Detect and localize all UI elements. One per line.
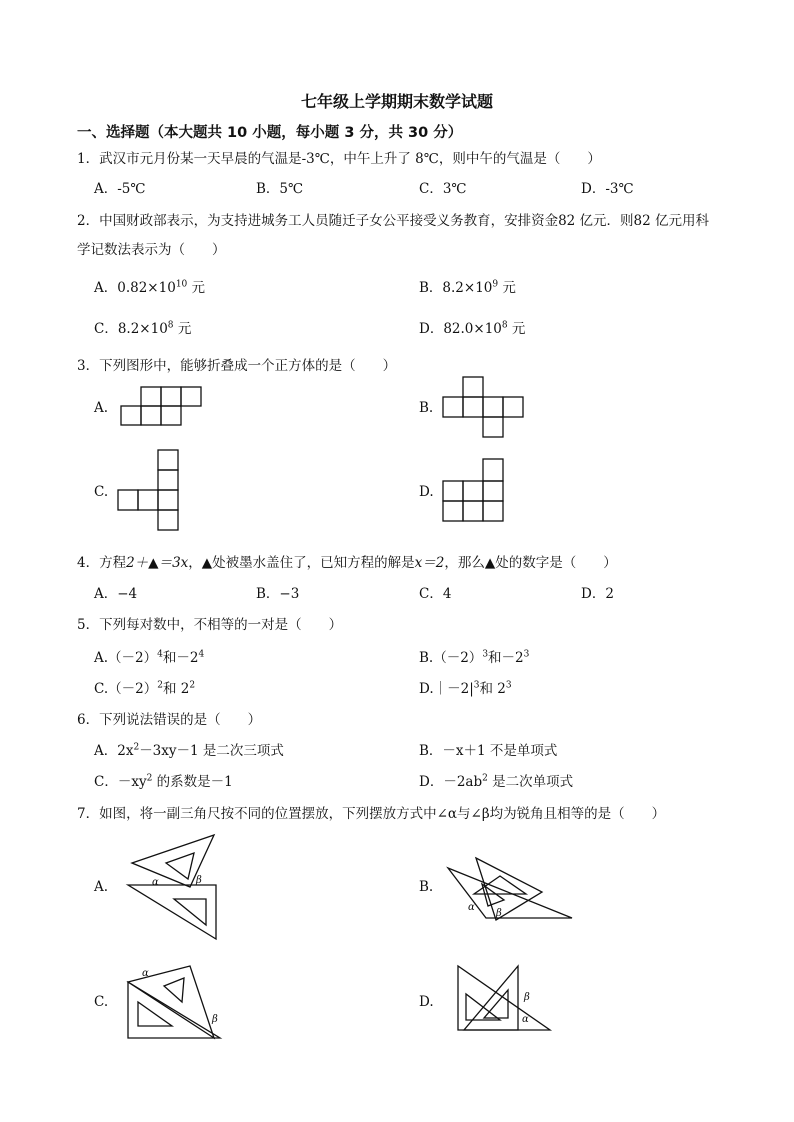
q7c-alpha-label: α — [142, 968, 149, 979]
q2-option-a: A．$0.82\times 10^{10}$ 元 — [94, 279, 206, 296]
q3-option-a: A. — [94, 400, 109, 416]
q7d-alpha-label: α — [522, 1014, 529, 1025]
q4-option-d: D．2 — [581, 586, 614, 602]
q2-option-b: B．$8.2\times 10^9$ 元 — [419, 279, 516, 296]
q7b-beta-label: β — [496, 908, 502, 919]
q7d-beta-label: β — [524, 992, 530, 1003]
q1-option-b: B．5℃ — [256, 181, 304, 197]
q7c-beta-label: β — [212, 1014, 218, 1025]
question-2-stem-line1: 2．中国财政部表示，为支持进城务工人员随迁子女公平接受义务教育，安排资金82 亿元．则82 亿元用科 — [77, 213, 710, 229]
q3-net-d-figure — [442, 458, 506, 524]
q7-figure-a — [124, 833, 224, 941]
q3-net-b-figure — [442, 376, 526, 438]
q7-figure-c — [124, 962, 224, 1042]
q2-option-d: D．$82.0\times 10^8$ 元 — [419, 320, 526, 337]
q6-option-b: B．－x＋1 不是单项式 — [419, 743, 558, 759]
question-1-stem: 1．武汉市元月份某一天早晨的气温是-3℃，中午上升了 8℃，则中午的气温是（ ） — [77, 151, 601, 167]
q6-option-d: D．$-2ab^2$ 是二次单项式 — [419, 773, 574, 790]
question-2-stem-line2: 学记数法表示为（ ） — [77, 242, 226, 258]
q7-option-b: B. — [419, 879, 434, 895]
page-title: 七年级上学期期末数学试题 — [300, 92, 493, 111]
q6-option-c: C．$-xy^2$ 的系数是－1 — [94, 773, 233, 790]
q7-option-d: D. — [419, 994, 434, 1010]
question-4-stem: 4．方程2＋▲＝3x，▲处被墨水盖住了，已知方程的解是x＝2，那么▲处的数字是（ ） — [77, 555, 617, 571]
q3-option-d: D. — [419, 484, 434, 500]
q3-option-c: C. — [94, 484, 109, 500]
q3-option-b: B. — [419, 400, 434, 416]
q7b-alpha-label: α — [468, 902, 475, 913]
q7a-alpha-label: α — [152, 877, 159, 888]
q3-net-a-figure — [120, 386, 202, 426]
q1-option-d: D．-3℃ — [581, 181, 634, 197]
q4-option-b: B．−3 — [256, 586, 300, 602]
q2-option-c: C．$8.2\times 10^8$ 元 — [94, 320, 192, 337]
q5-option-b: $B.(-2)^3$和$-2^3$ — [419, 649, 530, 666]
q7-option-a: A. — [94, 879, 109, 895]
q5-option-a: $A.(-2)^4$和$-2^4$ — [94, 649, 205, 666]
q5-option-d: $D.|-2|^3$和 $2^3$ — [419, 680, 512, 697]
q5-option-c: $C.(-2)^2$和 $2^2$ — [94, 680, 196, 697]
q1-option-a: A．-5℃ — [94, 181, 146, 197]
q4-option-a: A．−4 — [94, 586, 138, 602]
q1-option-c: C．3℃ — [419, 181, 467, 197]
q4-option-c: C．4 — [419, 586, 452, 602]
question-3-stem: 3．下列图形中，能够折叠成一个正方体的是（ ） — [77, 358, 397, 374]
question-7-stem: 7．如图，将一副三角尺按不同的位置摆放，下列摆放方式中∠α与∠β均为锐角且相等的是（ ） — [77, 806, 666, 822]
q7a-beta-label: β — [196, 875, 202, 886]
question-5-stem: 5．下列每对数中，不相等的一对是（ ） — [77, 617, 343, 633]
section-heading: 一、选择题（本大题共 10 小题，每小题 3 分，共 30 分） — [77, 125, 463, 141]
question-6-stem: 6．下列说法错误的是（ ） — [77, 712, 262, 728]
q7-figure-d — [454, 964, 554, 1034]
q6-option-a: A．$2x^2-3xy-1$ 是二次三项式 — [94, 742, 284, 759]
q3-net-c-figure — [115, 449, 181, 533]
q7-option-c: C. — [94, 994, 109, 1010]
q7-figure-b — [446, 856, 576, 924]
